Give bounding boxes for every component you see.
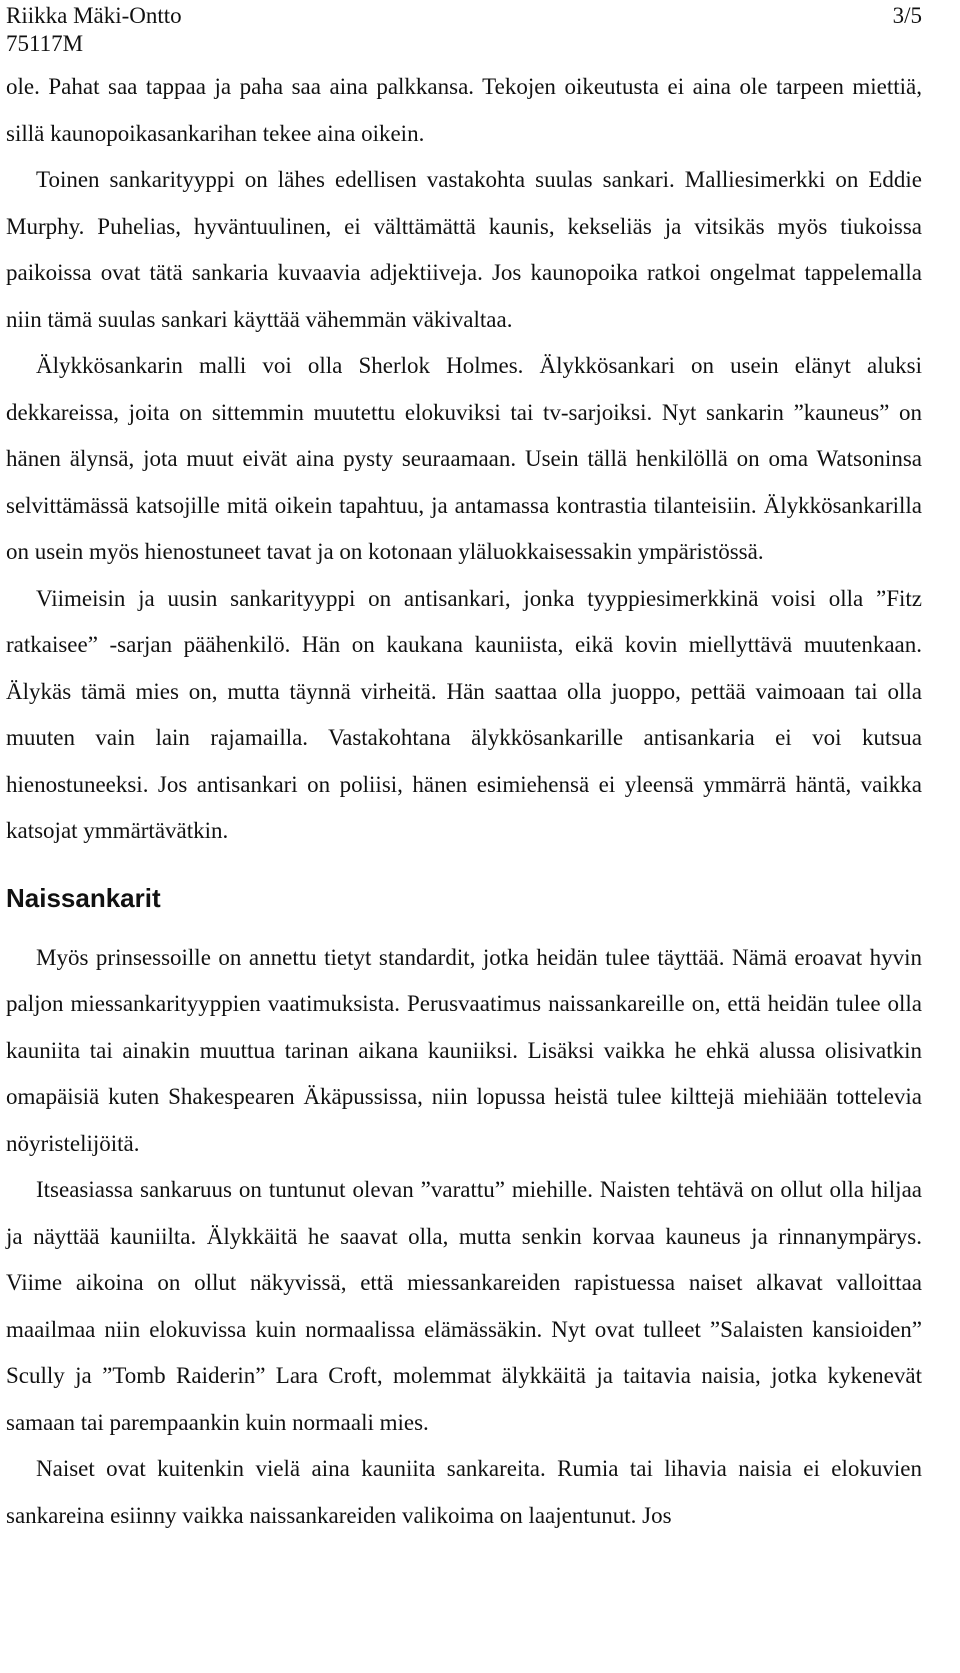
paragraph: Viimeisin ja uusin sankarityyppi on antisankari, jonka tyyppiesimerkkinä voisi olla ”Fitz ratkaisee” -sarjan päähenkilö. Hän on kaukana kauniista, eikä kovin miellyttävä muutenkaan. Älykäs tämä mies on, mutta täynnä virheitä. Hän saattaa olla juoppo, pettää vaimoaan tai olla muuten vain lain rajamailla. Vastakohtana älykkösankarille antisankaria ei voi kutsua hienostuneeksi. Jos antisankari on poliisi, hänen esimiehensä ei yleensä ymmärrä häntä, vaikka katsojat ymmärtävätkin. bbox=[6, 585, 922, 843]
paragraph: Itseasiassa sankaruus on tuntunut olevan ”varattu” miehille. Naisten tehtävä on ollut olla hiljaa ja näyttää kauniilta. Älykkäitä he saavat olla, mutta senkin korvaa kauneus ja rinnanympärys. Viime aikoina on ollut näkyvissä, että miessankareiden rapistuessa naiset alkavat valloittaa maailmaa niin elokuvissa kuin normaalissa elämässäkin. Nyt ovat tulleet ”Salaisten kansioiden” Scully ja ”Tomb Raiderin” Lara Croft, molemmat älykkäitä ja taitavia naisia, jotka kykenevät samaan tai parempaankin kuin normaali mies. bbox=[6, 1177, 922, 1435]
section-heading: Naissankarit bbox=[6, 882, 161, 913]
header-author: Riikka Mäki-Ontto bbox=[6, 3, 182, 28]
paragraph: Naiset ovat kuitenkin vielä aina kauniita sankareita. Rumia tai lihavia naisia ei elokuvien sankareina esiinny vaikka naissankareiden valikoima on laajentunut. Jos bbox=[6, 1456, 922, 1528]
header-course-code: 75117M bbox=[6, 31, 84, 56]
paragraph: Myös prinsessoille on annettu tietyt standardit, jotka heidän tulee täyttää. Nämä eroavat hyvin paljon miessankarityyppien vaatimuksista. Perusvaatimus naissankareille on, että heidän tulee olla kauniita tai ainakin muuttua tarinan aikana kauniiksi. Lisäksi vaikka he ehkä alussa olisivatkin omapäisiä kuten Shakespearen Äkäpussissa, niin lopussa heistä tulee kilttejä miehiään tottelevia nöyristelijöitä. bbox=[6, 944, 922, 1156]
paragraph: Älykkösankarin malli voi olla Sherlok Holmes. Älykkösankari on usein elänyt aluksi dekkareissa, joita on sittemmin muutettu elokuviksi tai tv-sarjoiksi. Nyt sankarin ”kauneus” on hänen älynsä, jota muut eivät aina pysty seuraamaan. Usein tällä henkilöllä on oma Watsoninsa selvittämässä katsojille mitä oikein tapahtuu, ja antamassa kontrastia tilanteisiin. Älykkösankarilla on usein myös hienostuneet tavat ja on kotonaan yläluokkaisessakin ympäristössä. bbox=[6, 353, 922, 564]
document-body bbox=[6, 64, 922, 1539]
header-page-number: 3/5 bbox=[892, 3, 922, 28]
page-header bbox=[6, 0, 922, 64]
paragraph: ole. Pahat saa tappaa ja paha saa aina palkkansa. Tekojen oikeutusta ei aina ole tarpeen miettiä, sillä kaunopoikasankarihan tekee aina oikein. bbox=[6, 74, 922, 146]
paragraph: Toinen sankarityyppi on lähes edellisen vastakohta suulas sankari. Malliesimerkki on Eddie Murphy. Puhelias, hyväntuulinen, ei välttämättä kaunis, kekseliäs ja vitsikäs myös tiukoissa paikoissa ovat tätä sankaria kuvaavia adjektiiveja. Jos kaunopoika ratkoi ongelmat tappelemalla niin tämä suulas sankari käyttää vähemmän väkivaltaa. bbox=[6, 167, 922, 332]
